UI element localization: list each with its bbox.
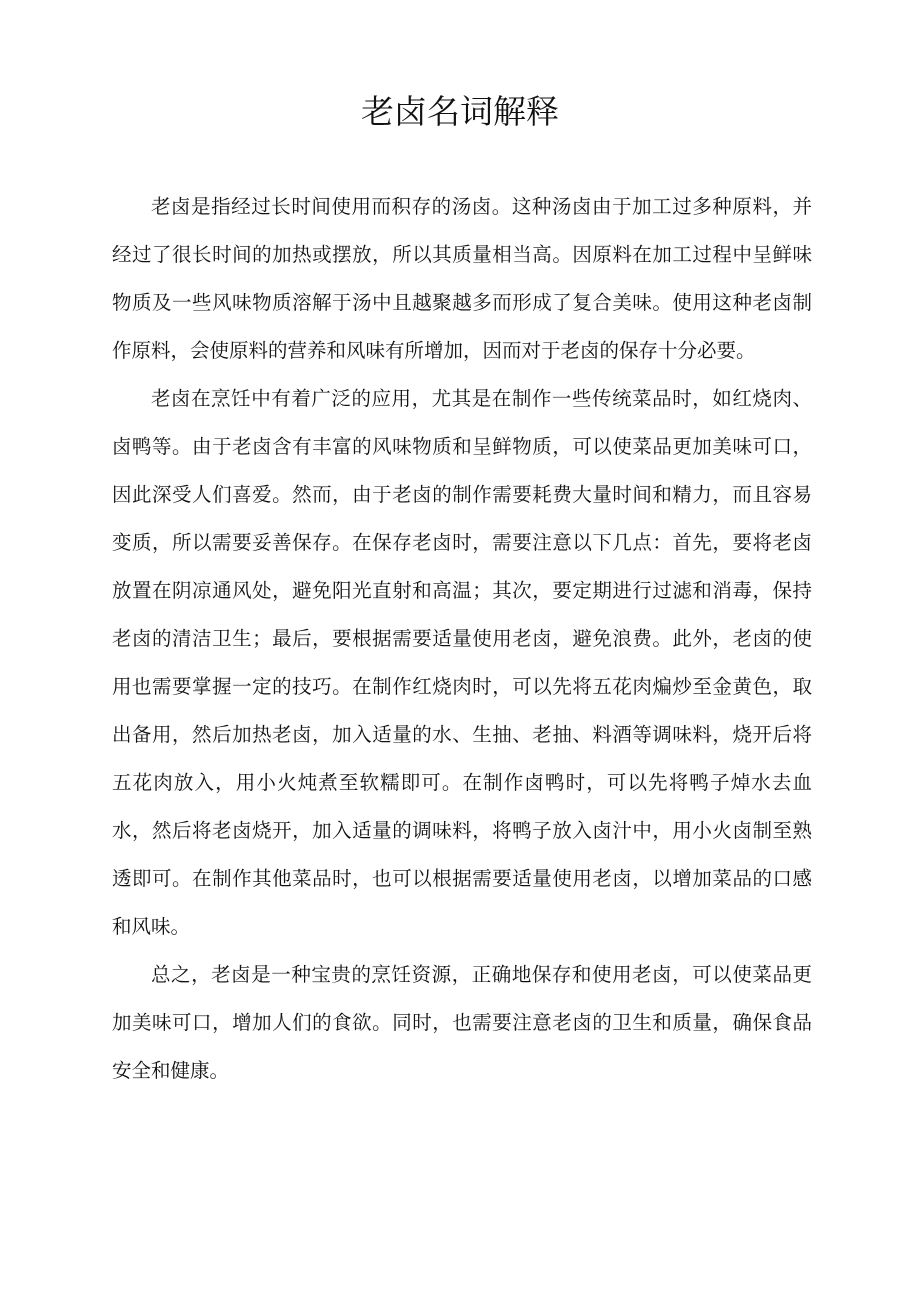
- paragraph-2: 老卤在烹饪中有着广泛的应用，尤其是在制作一些传统菜品时，如红烧肉、卤鸭等。由于老卤含有丰富的风味物质和呈鲜物质，可以使菜品更加美味可口，因此深受人们喜爱。然而，由于老卤的制作需要耗费大量时间和精力，而且容易变质，所以需要妥善保存。在保存老卤时，需要注意以下几点：首先，要将老卤放置在阴凉通风处，避免阳光直射和高温；其次，要定期进行过滤和消毒，保持老卤的清洁卫生；最后，要根据需要适量使用老卤，避免浪费。此外，老卤的使用也需要掌握一定的技巧。在制作红烧肉时，可以先将五花肉煸炒至金黄色，取出备用，然后加热老卤，加入适量的水、生抽、老抽、料酒等调味料，烧开后将五花肉放入，用小火炖煮至软糯即可。在制作卤鸭时，可以先将鸭子焯水去血水，然后将老卤烧开，加入适量的调味料，将鸭子放入卤汁中，用小火卤制至熟透即可。在制作其他菜品时，也可以根据需要适量使用老卤，以增加菜品的口感和风味。: [112, 387, 812, 938]
- paragraph-1: 老卤是指经过长时间使用而积存的汤卤。这种汤卤由于加工过多种原料，并经过了很长时间的加热或摆放，所以其质量相当高。因原料在加工过程中呈鲜味物质及一些风味物质溶解于汤中且越聚越多而形成了复合美味。使用这种老卤制作原料，会使原料的营养和风味有所增加，因而对于老卤的保存十分必要。: [112, 195, 812, 362]
- paragraph-3: 总之，老卤是一种宝贵的烹饪资源，正确地保存和使用老卤，可以使菜品更加美味可口，增加人们的食欲。同时，也需要注意老卤的卫生和质量，确保食品安全和健康。: [112, 963, 812, 1082]
- page-title: 老卤名词解释: [361, 92, 559, 131]
- document-body: [112, 183, 812, 1095]
